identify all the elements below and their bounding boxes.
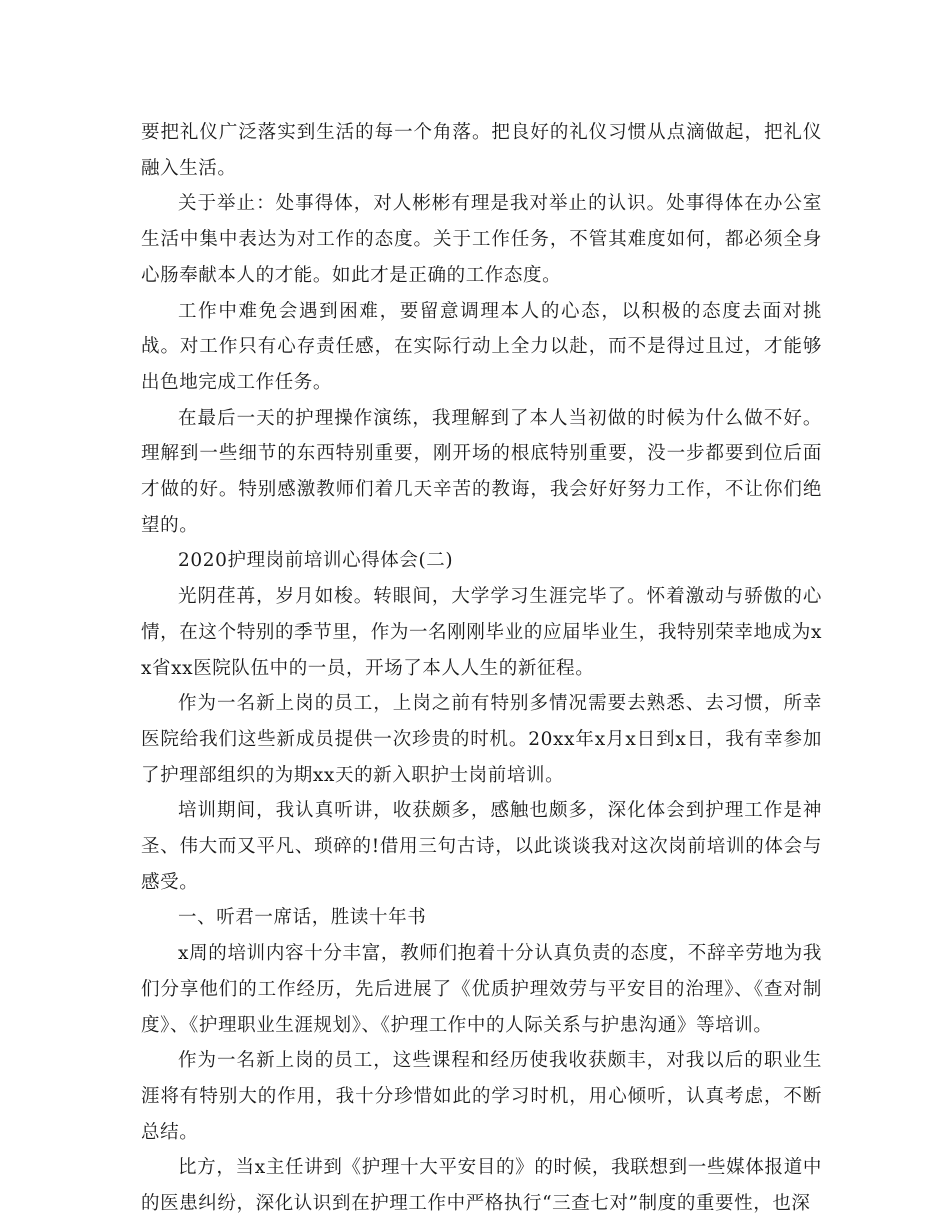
paragraph: 在最后一天的护理操作演练，我理解到了本人当初做的时候为什么做不好。理解到一些细节的东西特别重要，刚开场的根底特别重要，没一步都要到位后面才做的好。特别感激教师们着几天辛苦的教诲，我会好好努力工作，不让你们绝望的。 <box>141 407 822 536</box>
section-heading: 一、听君一席话，胜读十年书 <box>178 907 427 929</box>
document-page <box>141 115 822 1222</box>
paragraph: 培训期间，我认真听讲，收获颇多，感触也颇多，深化体会到护理工作是神圣、伟大而又平凡、琐碎的!借用三句古诗，以此谈谈我对这次岗前培训的体会与感受。 <box>141 800 822 893</box>
paragraph: x周的培训内容十分丰富，教师们抱着十分认真负责的态度，不辞辛劳地为我们分享他们的工作经历，先后进展了《优质护理效劳与平安目的治理》、《查对制度》、《护理职业生涯规划》、《护理工作中的人际关系与护患沟通》等培训。 <box>141 943 822 1036</box>
paragraph: 要把礼仪广泛落实到生活的每一个角落。把良好的礼仪习惯从点滴做起，把礼仪融入生活。 <box>141 122 822 179</box>
paragraph: 关于举止：处事得体，对人彬彬有理是我对举止的认识。处事得体在办公室生活中集中表达为对工作的态度。关于工作任务，不管其难度如何，都必须全身心肠奉献本人的才能。如此才是正确的工作态度。 <box>141 193 822 286</box>
paragraph: 比方，当x主任讲到《护理十大平安目的》的时候，我联想到一些媒体报道中的医患纠纷，深化认识到在护理工作中严格执行“三查七对”制度的重要性，也深 <box>141 1157 822 1215</box>
paragraph: 作为一名新上岗的员工，这些课程和经历使我收获颇丰，对我以后的职业生涯将有特别大的作用，我十分珍惜如此的学习时机，用心倾听，认真考虑，不断总结。 <box>141 1050 822 1143</box>
paragraph: 工作中难免会遇到困难，要留意调理本人的心态，以积极的态度去面对挑战。对工作只有心存责任感，在实际行动上全力以赴，而不是得过且过，才能够出色地完成工作任务。 <box>141 300 822 393</box>
section-heading: 2020护理岗前培训心得体会(二) <box>178 550 454 572</box>
paragraph: 作为一名新上岗的员工，上岗之前有特别多情况需要去熟悉、去习惯，所幸医院给我们这些新成员提供一次珍贵的时机。20xx年x月x日到x日，我有幸参加了护理部组织的为期xx天的新入职护士岗前培训。 <box>141 693 822 786</box>
paragraph: 光阴荏苒，岁月如梭。转眼间，大学学习生涯完毕了。怀着激动与骄傲的心情，在这个特别的季节里，作为一名刚刚毕业的应届毕业生，我特别荣幸地成为xx省xx医院队伍中的一员，开场了本人人生的新征程。 <box>141 586 822 679</box>
